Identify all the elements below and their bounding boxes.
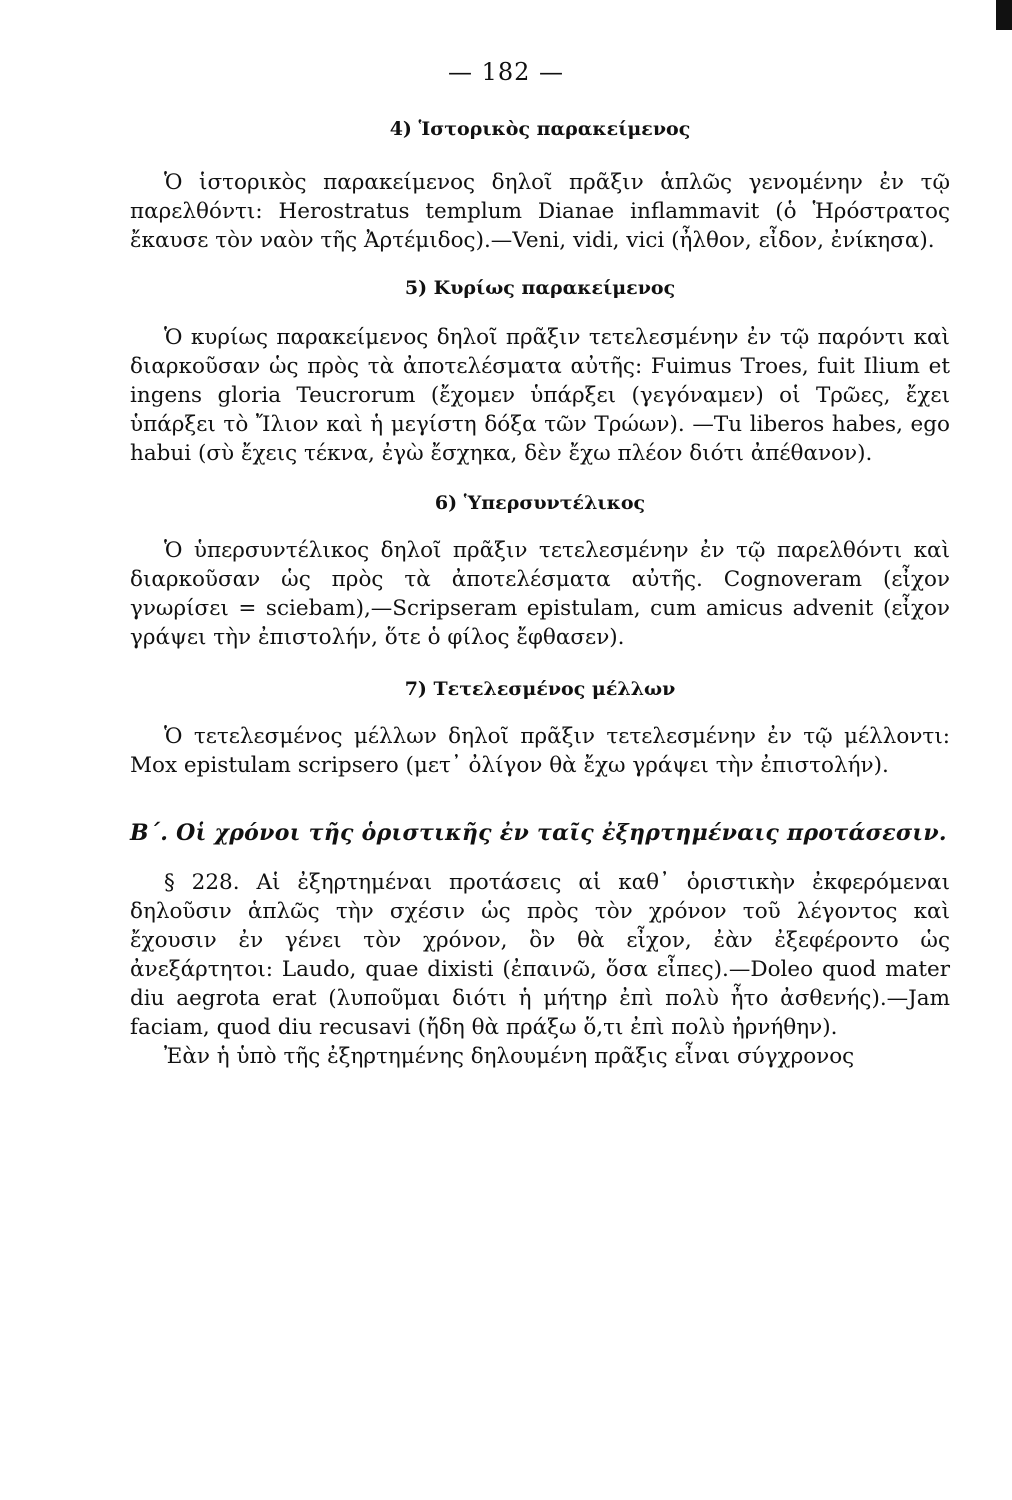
section-text-4: Ὁ ἱστορικὸς παρακείμενος δηλοῖ πρᾶξιν ἁπλῶς γενομένην ἐν τῷ παρελθόντι: Herostratus templum Dianae inflammavit (ὁ Ἡρόστρατος ἔκαυσε τὸν ναὸν τῆς Ἀρτέμιδος).—Veni, vidi, vici (ἦλθον, εἶδον, ἐνίκησα). bbox=[130, 170, 950, 253]
page-edge-mark bbox=[996, 0, 1012, 30]
chapter-section-title: Β΄. Οἱ χρόνοι τῆς ὁριστικῆς ἐν ταῖς ἐξηρτημέναις προτάσεσιν. bbox=[130, 820, 947, 846]
page-number: — 182 — bbox=[447, 58, 565, 86]
section-text-6: Ὁ ὑπερσυντέλικος δηλοῖ πρᾶξιν τετελεσμένην ἐν τῷ παρελθόντι καὶ διαρκοῦσαν ὡς πρὸς τὰ ἀποτελέσματα αὐτῆς. Cognoveram (εἶχον γνωρίσει = sciebam),—Scripseram epistulam, cum amicus advenit (εἶχον γράψει τὴν ἐπιστολήν, ὅτε ὁ φίλος ἔφθασεν). bbox=[130, 538, 950, 650]
section-heading-5: 5) Κυρίως παρακείμενος bbox=[404, 277, 676, 299]
section-heading-4: 4) Ἱστορικὸς παρακείμενος bbox=[389, 118, 691, 140]
paragraph-continuation: Ἐὰν ἡ ὑπὸ τῆς ἐξηρτημένης δηλουμένη πρᾶξις εἶναι σύγχρονος bbox=[164, 1044, 855, 1069]
page-content bbox=[130, 118, 950, 1071]
section-text-7: Ὁ τετελεσμένος μέλλων δηλοῖ πρᾶξιν τετελεσμένην ἐν τῷ μέλλοντι: Mox epistulam scripsero (μετ᾽ ὀλίγον θὰ ἔχω γράψει τὴν ἐπιστολήν). bbox=[130, 724, 950, 778]
section-text-5: Ὁ κυρίως παρακείμενος δηλοῖ πρᾶξιν τετελεσμένην ἐν τῷ παρόντι καὶ διαρκοῦσαν ὡς πρὸς τὰ ἀποτελέσματα αὐτῆς: Fuimus Troes, fuit Ilium et ingens gloria Teucrorum (ἔχομεν ὑπάρξει (γεγόναμεν) οἱ Τρῶες, ἔχει ὑπάρξει τὸ Ἴλιον καὶ ἡ μεγίστη δόξα τῶν Τρώων). —Tu liberos habes, ego habui (σὺ ἔχεις τέκνα, ἐγὼ ἔσχηκα, δὲν ἔχω πλέον διότι ἀπέθανον). bbox=[130, 325, 950, 466]
section-heading-6: 6) Ὑπερσυντέλικος bbox=[434, 492, 646, 514]
section-heading-7: 7) Τετελεσμένος μέλλων bbox=[404, 678, 676, 700]
paragraph-228: § 228. Αἱ ἐξηρτημέναι προτάσεις αἱ καθ᾽ ὁριστικὴν ἐκφερόμεναι δηλοῦσιν ἁπλῶς τὴν σχέσιν ὡς πρὸς τὸν χρόνον τοῦ λέγοντος καὶ ἔχουσιν ἐν γένει τὸν χρόνον, ὃν θὰ εἶχον, ἐὰν ἐξεφέροντο ὡς ἀνεξάρτητοι: Laudo, quae dixisti (ἐπαινῶ, ὅσα εἶπες).—Doleo quod mater diu aegrota erat (λυποῦμαι διότι ἡ μήτηρ ἐπὶ πολὺ ἦτο ἀσθενής).—Jam faciam, quod diu recusavi (ἤδη θὰ πράξω ὅ,τι ἐπὶ πολὺ ἠρνήθην). bbox=[130, 870, 950, 1040]
